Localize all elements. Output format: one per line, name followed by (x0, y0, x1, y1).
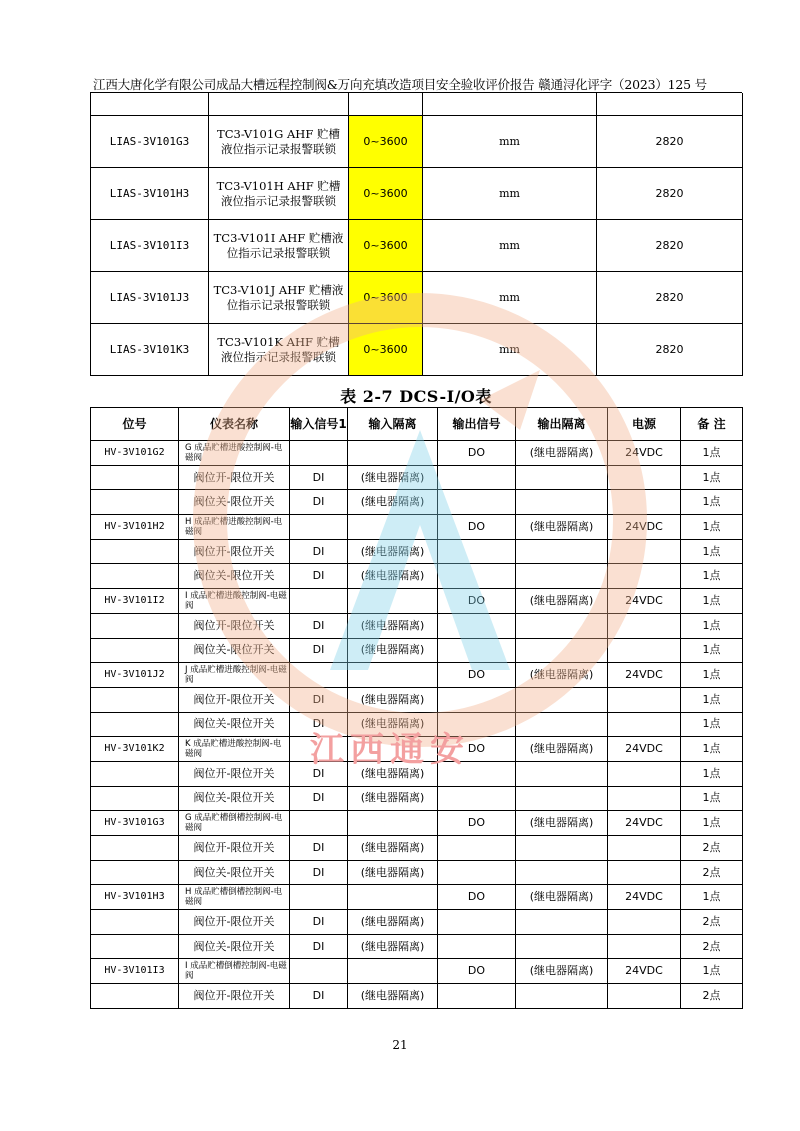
cell-desc: TC3-V101G AHF 贮槽液位指示记录报警联锁 (209, 116, 349, 168)
table-cell: DI (290, 539, 348, 564)
cell-tag: LIAS-3V101H3 (91, 168, 209, 220)
table-cell: (继电器隔离) (348, 910, 438, 935)
table-cell: 阀位开-限位开关 (179, 910, 290, 935)
table-row (91, 663, 743, 688)
table-cell: (继电器隔离) (348, 539, 438, 564)
table-cell (516, 761, 608, 786)
table-cell (348, 885, 438, 910)
cell-range: 0~3600 (349, 116, 423, 168)
table-cell (290, 441, 348, 466)
table-cell: 阀位开-限位开关 (179, 613, 290, 638)
table-cell: (继电器隔离) (348, 860, 438, 885)
table-cell (348, 441, 438, 466)
table-cell: HV-3V101G2 (91, 441, 179, 466)
cell-value: 2820 (597, 220, 743, 272)
table-cell (348, 959, 438, 984)
table-cell: (继电器隔离) (516, 515, 608, 540)
table-cell: DI (290, 687, 348, 712)
table-row (91, 836, 743, 861)
table-cell: DI (290, 638, 348, 663)
table-cell (608, 910, 681, 935)
table-row (91, 272, 743, 324)
cell-tag: LIAS-3V101G3 (91, 116, 209, 168)
dcs-io-table (90, 407, 743, 1009)
table-cell (438, 712, 516, 737)
table-cell (290, 663, 348, 688)
table-cell: 2点 (681, 934, 743, 959)
table-cell: 阀位开-限位开关 (179, 984, 290, 1009)
table-cell (608, 712, 681, 737)
table-cell (516, 712, 608, 737)
table-cell (290, 515, 348, 540)
cell-range: 0~3600 (349, 168, 423, 220)
table-cell (438, 761, 516, 786)
table-cell: 1点 (681, 613, 743, 638)
table-row (91, 885, 743, 910)
page-header: 江西大唐化学有限公司成品大槽远程控制阀&万向充填改造项目安全验收评价报告 赣通浔化评字（2023）125 号 (93, 77, 707, 92)
table-cell: HV-3V101I3 (91, 959, 179, 984)
table-cell (91, 934, 179, 959)
table-cell: 1点 (681, 663, 743, 688)
table-cell (290, 737, 348, 762)
cell-range: 0~3600 (349, 272, 423, 324)
table-cell (516, 564, 608, 589)
col-header: 位号 (91, 408, 179, 441)
table-cell: DO (438, 737, 516, 762)
table-cell: 2点 (681, 910, 743, 935)
table-cell: (继电器隔离) (516, 589, 608, 614)
table-row (91, 465, 743, 490)
table-row (91, 564, 743, 589)
table-cell: K 成品贮槽进酸控制阀-电磁阀 (179, 737, 290, 762)
col-header: 仪表名称 (179, 408, 290, 441)
table-cell: (继电器隔离) (348, 761, 438, 786)
table-cell: 阀位开-限位开关 (179, 539, 290, 564)
table-cell (608, 860, 681, 885)
table-cell: HV-3V101H3 (91, 885, 179, 910)
table-cell (516, 910, 608, 935)
table-cell: 阀位关-限位开关 (179, 934, 290, 959)
table-cell: 24VDC (608, 515, 681, 540)
cell-unit: mm (423, 220, 597, 272)
table-cell: (继电器隔离) (348, 712, 438, 737)
table-cell (348, 663, 438, 688)
table-cell: HV-3V101H2 (91, 515, 179, 540)
table-cell (438, 638, 516, 663)
cell-unit: mm (423, 116, 597, 168)
table-cell (608, 786, 681, 811)
table-cell: (继电器隔离) (348, 638, 438, 663)
table-cell (516, 490, 608, 515)
table-cell (516, 984, 608, 1009)
table-cell (290, 811, 348, 836)
table-row (91, 860, 743, 885)
table-cell (516, 934, 608, 959)
table-cell: 阀位关-限位开关 (179, 564, 290, 589)
table-cell: J 成品贮槽进酸控制阀-电磁阀 (179, 663, 290, 688)
table-cell (608, 490, 681, 515)
col-header: 输入信号1 (290, 408, 348, 441)
col-header: 备 注 (681, 408, 743, 441)
table-cell: 1点 (681, 811, 743, 836)
table-cell (438, 984, 516, 1009)
table-row (91, 613, 743, 638)
table-cell: 1点 (681, 515, 743, 540)
table-cell: (继电器隔离) (516, 737, 608, 762)
table-cell (91, 836, 179, 861)
table-row (91, 515, 743, 540)
table-cell (91, 786, 179, 811)
table-cell (516, 836, 608, 861)
cell-value: 2820 (597, 272, 743, 324)
table-cell: (继电器隔离) (348, 564, 438, 589)
table-row (91, 324, 743, 376)
table-cell: DO (438, 811, 516, 836)
table-cell: (继电器隔离) (348, 687, 438, 712)
table-cell (438, 934, 516, 959)
table-cell: DO (438, 515, 516, 540)
table-cell (438, 687, 516, 712)
cell-desc: TC3-V101H AHF 贮槽液位指示记录报警联锁 (209, 168, 349, 220)
table-cell (516, 465, 608, 490)
table-cell: 24VDC (608, 737, 681, 762)
table-row (91, 490, 743, 515)
table-cell (91, 712, 179, 737)
table-cell: 1点 (681, 885, 743, 910)
table-cell: (继电器隔离) (348, 490, 438, 515)
table-cell (438, 465, 516, 490)
table-cell: DI (290, 910, 348, 935)
table-cell: HV-3V101K2 (91, 737, 179, 762)
table-cell: 1点 (681, 441, 743, 466)
table-cell: 24VDC (608, 441, 681, 466)
table-cell (438, 490, 516, 515)
col-header: 电源 (608, 408, 681, 441)
table-row (91, 93, 743, 116)
table-cell: 1点 (681, 539, 743, 564)
table-cell: 1点 (681, 564, 743, 589)
level-indicator-table (90, 93, 743, 376)
table-cell (438, 613, 516, 638)
table-cell (438, 860, 516, 885)
table-cell: 阀位开-限位开关 (179, 465, 290, 490)
table-cell (516, 687, 608, 712)
table-cell: 1点 (681, 761, 743, 786)
table-cell: 2点 (681, 860, 743, 885)
table-cell: 1点 (681, 687, 743, 712)
table-cell: (继电器隔离) (348, 786, 438, 811)
table-cell (348, 737, 438, 762)
table-cell (608, 613, 681, 638)
cell-unit: mm (423, 324, 597, 376)
cell-value: 2820 (597, 116, 743, 168)
table-row (91, 984, 743, 1009)
table-cell: 2点 (681, 836, 743, 861)
table-cell: DI (290, 836, 348, 861)
table-cell: 阀位开-限位开关 (179, 687, 290, 712)
table-cell (608, 836, 681, 861)
table-row (91, 116, 743, 168)
table-row (91, 959, 743, 984)
table-cell: HV-3V101G3 (91, 811, 179, 836)
table-cell: H 成品贮槽倒槽控制阀-电磁阀 (179, 885, 290, 910)
table-cell (516, 613, 608, 638)
table-cell: 1点 (681, 490, 743, 515)
table-cell (348, 811, 438, 836)
table-cell (516, 539, 608, 564)
table-cell: 24VDC (608, 885, 681, 910)
table-cell: DO (438, 441, 516, 466)
table-cell: 阀位开-限位开关 (179, 761, 290, 786)
table-cell (348, 515, 438, 540)
table-cell (516, 786, 608, 811)
cell-unit: mm (423, 272, 597, 324)
table-cell (438, 539, 516, 564)
table-cell (608, 539, 681, 564)
table-row (91, 589, 743, 614)
table-row (91, 687, 743, 712)
table-cell (91, 860, 179, 885)
table-cell: 阀位关-限位开关 (179, 638, 290, 663)
cell-desc: TC3-V101I AHF 贮槽液位指示记录报警联锁 (209, 220, 349, 272)
table-cell: DI (290, 712, 348, 737)
table-cell: (继电器隔离) (516, 663, 608, 688)
table-cell: DO (438, 589, 516, 614)
table-cell: DO (438, 663, 516, 688)
cell-tag: LIAS-3V101K3 (91, 324, 209, 376)
table-cell: 1点 (681, 959, 743, 984)
table-cell: (继电器隔离) (348, 934, 438, 959)
cell-desc: TC3-V101K AHF 贮槽液位指示记录报警联锁 (209, 324, 349, 376)
table-row (91, 737, 743, 762)
table-cell (91, 687, 179, 712)
table-cell (91, 564, 179, 589)
table-cell: HV-3V101I2 (91, 589, 179, 614)
table-row (91, 910, 743, 935)
table-cell: 阀位关-限位开关 (179, 786, 290, 811)
table-cell: DI (290, 564, 348, 589)
cell-desc: TC3-V101J AHF 贮槽液位指示记录报警联锁 (209, 272, 349, 324)
table-cell (91, 910, 179, 935)
table-row (91, 441, 743, 466)
table-cell (516, 638, 608, 663)
table-row (91, 786, 743, 811)
table-cell: 阀位关-限位开关 (179, 712, 290, 737)
cell-value: 2820 (597, 324, 743, 376)
table-cell (516, 860, 608, 885)
table-cell: DI (290, 490, 348, 515)
table-caption: 表 2-7 DCS-I/O表 (340, 387, 492, 406)
table-cell: DI (290, 934, 348, 959)
table-cell: 1点 (681, 786, 743, 811)
table-cell: 2点 (681, 984, 743, 1009)
cell-range: 0~3600 (349, 324, 423, 376)
table-cell: G 成品贮槽倒槽控制阀-电磁阀 (179, 811, 290, 836)
table-cell: 1点 (681, 589, 743, 614)
table-row (91, 638, 743, 663)
cell-range: 0~3600 (349, 220, 423, 272)
table-cell (91, 490, 179, 515)
table-row (91, 220, 743, 272)
table-cell: DI (290, 984, 348, 1009)
table-cell: 24VDC (608, 589, 681, 614)
table-cell: DI (290, 761, 348, 786)
table-cell: (继电器隔离) (516, 885, 608, 910)
table-cell: 阀位关-限位开关 (179, 490, 290, 515)
cell-tag: LIAS-3V101J3 (91, 272, 209, 324)
table-cell (608, 761, 681, 786)
table-cell: DI (290, 786, 348, 811)
table-cell: (继电器隔离) (516, 441, 608, 466)
table-row (91, 811, 743, 836)
cell-unit: mm (423, 168, 597, 220)
table-cell (348, 589, 438, 614)
table-cell (608, 984, 681, 1009)
table-cell: I 成品贮槽进酸控制阀-电磁阀 (179, 589, 290, 614)
table-cell (438, 564, 516, 589)
table-cell: 1点 (681, 712, 743, 737)
table-cell (608, 564, 681, 589)
table-cell: (继电器隔离) (516, 959, 608, 984)
page-number: 21 (392, 1038, 408, 1052)
table-row (91, 934, 743, 959)
table-cell: DI (290, 465, 348, 490)
table-row (91, 539, 743, 564)
cell-tag: LIAS-3V101I3 (91, 220, 209, 272)
table-header-row (91, 408, 743, 441)
table-cell: (继电器隔离) (348, 465, 438, 490)
table-cell (608, 638, 681, 663)
table-cell (290, 959, 348, 984)
table-cell: 24VDC (608, 811, 681, 836)
table-cell (438, 786, 516, 811)
table-cell (290, 589, 348, 614)
table-cell (91, 761, 179, 786)
table-cell: DO (438, 959, 516, 984)
table-cell: 1点 (681, 465, 743, 490)
table-cell (608, 687, 681, 712)
table-cell: 阀位开-限位开关 (179, 836, 290, 861)
table-cell: (继电器隔离) (348, 984, 438, 1009)
table-cell: DI (290, 860, 348, 885)
table-row (91, 761, 743, 786)
table-cell (91, 638, 179, 663)
table-cell (91, 465, 179, 490)
watermark-text: 江西通安 (310, 730, 470, 770)
table-cell: DO (438, 885, 516, 910)
table-cell: 24VDC (608, 663, 681, 688)
table-cell (438, 910, 516, 935)
table-row (91, 712, 743, 737)
table-cell: (继电器隔离) (516, 811, 608, 836)
table-cell (91, 984, 179, 1009)
table-cell (91, 613, 179, 638)
table-cell: 阀位关-限位开关 (179, 860, 290, 885)
table-cell (438, 836, 516, 861)
col-header: 输出隔离 (516, 408, 608, 441)
table-cell: 1点 (681, 737, 743, 762)
table-cell: I 成品贮槽倒槽控制阀-电磁阀 (179, 959, 290, 984)
table-cell: (继电器隔离) (348, 836, 438, 861)
table-cell: G 成品贮槽进酸控制阀-电磁阀 (179, 441, 290, 466)
table-cell (608, 465, 681, 490)
table-cell: 24VDC (608, 959, 681, 984)
table-cell (290, 885, 348, 910)
col-header: 输入隔离 (348, 408, 438, 441)
table-row (91, 168, 743, 220)
table-cell: H 成品贮槽进酸控制阀-电磁阀 (179, 515, 290, 540)
table-cell: (继电器隔离) (348, 613, 438, 638)
table-cell: DI (290, 613, 348, 638)
cell-value: 2820 (597, 168, 743, 220)
table-cell: 1点 (681, 638, 743, 663)
table-cell (91, 539, 179, 564)
table-cell (608, 934, 681, 959)
col-header: 输出信号 (438, 408, 516, 441)
table-cell: HV-3V101J2 (91, 663, 179, 688)
